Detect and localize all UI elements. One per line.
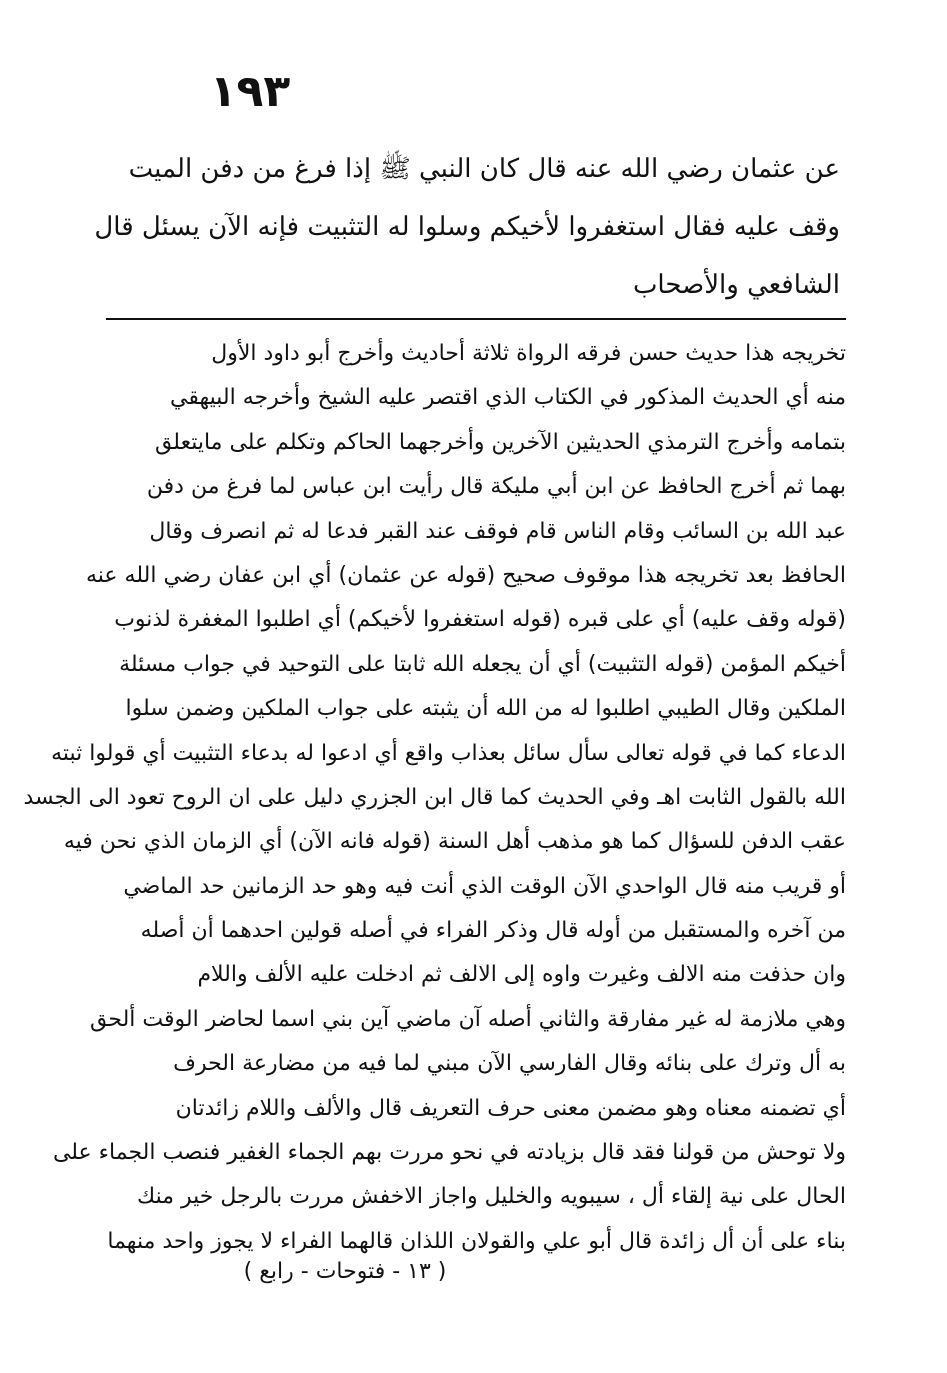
commentary-line: عبد الله بن السائب وقام الناس قام فوقف عند القبر فدعا له ثم انصرف وقال — [149, 518, 846, 544]
page-number: ١٩٣ — [209, 66, 291, 117]
commentary-line: أو قريب منه قال الواحدي الآن الوقت الذي أنت فيه وهو حد الزمانين حد الماضي — [123, 873, 846, 899]
commentary-line: الحافظ بعد تخريجه هذا موقوف صحيح (قوله عن عثمان) أي ابن عفان رضي الله عنه — [86, 562, 846, 588]
commentary-line: بهما ثم أخرج الحافظ عن ابن أبي مليكة قال رأيت ابن عباس لما فرغ من دفن — [146, 474, 846, 500]
hadith-line: عن عثمان رضي الله عنه قال كان النبي ﷺ إذا فرغ من دفن الميت — [128, 154, 840, 184]
commentary-line: (قوله وقف عليه) أي على قبره (قوله استغفروا لأخيكم) أي اطلبوا المغفرة لذنوب — [114, 607, 846, 633]
hadith-line: وقف عليه فقال استغفروا لأخيكم وسلوا له التثبيت فإنه الآن يسئل قال — [94, 212, 840, 242]
commentary-line: وهي ملازمة له غير مفارقة والثاني أصله آن ماضي آين بني اسما لحاضر الوقت ألحق — [90, 1006, 846, 1032]
hadith-text — [94, 140, 840, 314]
commentary-line: تخريجه هذا حديث حسن فرقه الرواة ثلاثة أحاديث وأخرج أبو داود الأول — [211, 341, 846, 366]
section-divider — [106, 318, 846, 320]
commentary-line: الملكين وقال الطيبي اطلبوا له من الله أن يثبته على جواب الملكين وضمن سلوا — [125, 696, 846, 722]
commentary-line: بناء على أن أل زائدة قال أبو علي والقولان اللذان قالهما الفراء لا يجوز واحد منهما — [107, 1228, 846, 1254]
footer-signature: ( ١٣ - فتوحات - رابع ) — [243, 1259, 447, 1284]
commentary-line: منه أي الحديث المذكور في الكتاب الذي اقتصر عليه الشيخ وأخرجه البيهقي — [170, 385, 846, 411]
commentary-line: بتمامه وأخرج الترمذي الحديثين الآخرين وأخرجهما الحاكم وتكلم على مايتعلق — [154, 429, 846, 455]
commentary-line: من آخره والمستقبل من أوله قال وذكر الفراء في أصله قولين احدهما أن أصله — [140, 918, 846, 944]
commentary-line: به أل وترك على بنائه وقال الفارسي الآن مبني لما فيه من مضارعة الحرف — [173, 1051, 846, 1077]
commentary-line: أخيكم المؤمن (قوله التثبيت) أي أن يجعله الله ثابتا على التوحيد في جواب مسئلة — [119, 651, 846, 677]
commentary-line: الدعاء كما في قوله تعالى سأل سائل بعذاب واقع أي ادعوا له بدعاء التثبيت أي قولوا ثبته — [51, 740, 846, 766]
commentary-line: الله بالقول الثابت اهـ وفي الحديث كما قال ابن الجزري دليل على ان الروح تعود الى الجسد — [23, 784, 846, 810]
commentary-line: عقب الدفن للسؤال كما هو مذهب أهل السنة (قوله فانه الآن) أي الزمان الذي نحن فيه — [63, 829, 846, 855]
commentary-line: وان حذفت منه الالف وغيرت واوه إلى الالف ثم ادخلت عليه الألف واللام — [197, 962, 846, 988]
commentary-line: الحال على نية إلقاء أل ، سيبويه والخليل واجاز الاخفش مررت بالرجل خير منك — [137, 1184, 846, 1210]
hadith-line: الشافعي والأصحاب — [632, 270, 840, 300]
commentary-line: ولا توحش من قولنا فقد قال بزيادته في نحو مررت بهم الجماء الغفير فنصب الجماء على — [52, 1140, 846, 1166]
commentary-line: أي تضمنه معناه وهو مضمن معنى حرف التعريف قال والألف واللام زائدتان — [175, 1095, 846, 1121]
commentary-text — [23, 332, 846, 1264]
